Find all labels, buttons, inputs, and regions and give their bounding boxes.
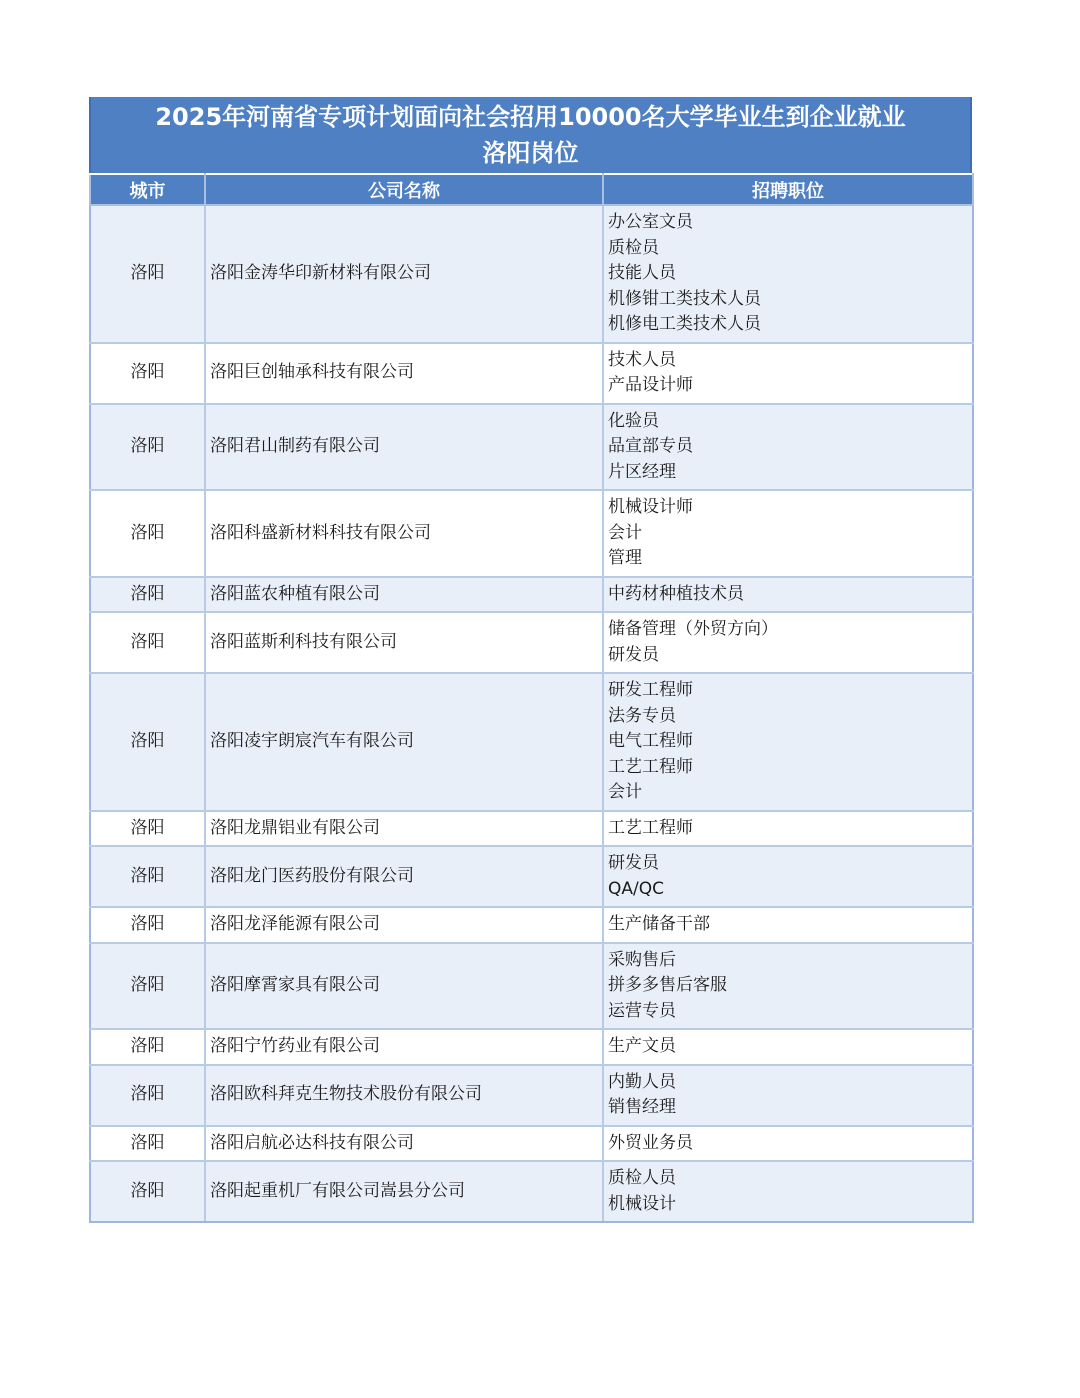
cell-city: 洛阳 bbox=[90, 205, 205, 343]
table-row bbox=[90, 490, 973, 577]
cell-city: 洛阳 bbox=[90, 1126, 205, 1162]
cell-company: 洛阳科盛新材料科技有限公司 bbox=[205, 490, 603, 577]
job-title: 研发员 bbox=[608, 853, 659, 873]
job-title: 研发员 bbox=[608, 644, 659, 665]
job-title: 管理 bbox=[608, 548, 642, 568]
cell-jobs bbox=[603, 811, 973, 847]
cell-jobs bbox=[603, 612, 973, 673]
table-row bbox=[90, 404, 973, 491]
cell-city: 洛阳 bbox=[90, 811, 205, 847]
table-row bbox=[90, 943, 973, 1030]
table-row bbox=[90, 343, 973, 404]
job-title: 工艺工程师 bbox=[608, 756, 693, 777]
cell-city: 洛阳 bbox=[90, 343, 205, 404]
cell-jobs bbox=[603, 943, 973, 1030]
header-city: 城市 bbox=[90, 174, 205, 205]
cell-company: 洛阳蓝农种植有限公司 bbox=[205, 577, 603, 613]
job-title: 生产储备干部 bbox=[608, 914, 710, 934]
cell-jobs bbox=[603, 1065, 973, 1126]
table-row bbox=[90, 205, 973, 343]
table-header-row bbox=[90, 174, 973, 205]
job-title: 内勤人员 bbox=[608, 1071, 676, 1092]
cell-company: 洛阳启航必达科技有限公司 bbox=[205, 1126, 603, 1162]
job-title: 产品设计师 bbox=[608, 375, 693, 395]
table-row bbox=[90, 907, 973, 943]
job-title: 拼多多售后客服 bbox=[608, 975, 727, 995]
sheet-title bbox=[89, 97, 972, 173]
cell-city: 洛阳 bbox=[90, 943, 205, 1030]
cell-city: 洛阳 bbox=[90, 846, 205, 907]
job-listing-sheet bbox=[89, 97, 972, 1223]
cell-company: 洛阳凌宇朗宸汽车有限公司 bbox=[205, 673, 603, 811]
job-title: QA/QC bbox=[608, 878, 664, 899]
table-row bbox=[90, 577, 973, 613]
cell-company: 洛阳金涛华印新材料有限公司 bbox=[205, 205, 603, 343]
job-title: 法务专员 bbox=[608, 705, 676, 726]
cell-jobs bbox=[603, 907, 973, 943]
job-title: 会计 bbox=[608, 522, 642, 543]
cell-jobs bbox=[603, 490, 973, 577]
cell-company: 洛阳君山制药有限公司 bbox=[205, 404, 603, 491]
job-title: 机械设计 bbox=[608, 1193, 676, 1214]
cell-city: 洛阳 bbox=[90, 1161, 205, 1222]
cell-city: 洛阳 bbox=[90, 907, 205, 943]
job-title: 化验员 bbox=[608, 410, 659, 431]
job-title: 储备管理（外贸方向） bbox=[608, 619, 778, 639]
table-row bbox=[90, 612, 973, 673]
cell-city: 洛阳 bbox=[90, 1029, 205, 1065]
table-row bbox=[90, 673, 973, 811]
cell-company: 洛阳蓝斯利科技有限公司 bbox=[205, 612, 603, 673]
cell-company: 洛阳摩霄家具有限公司 bbox=[205, 943, 603, 1030]
cell-city: 洛阳 bbox=[90, 612, 205, 673]
sheet-title-line2: 洛阳岗位 bbox=[482, 139, 579, 167]
job-title: 片区经理 bbox=[608, 461, 676, 482]
job-title: 技能人员 bbox=[608, 263, 676, 283]
cell-city: 洛阳 bbox=[90, 577, 205, 613]
cell-company: 洛阳巨创轴承科技有限公司 bbox=[205, 343, 603, 404]
job-title: 品宣部专员 bbox=[608, 436, 693, 456]
cell-jobs bbox=[603, 404, 973, 491]
job-title: 工艺工程师 bbox=[608, 817, 693, 838]
table-row bbox=[90, 811, 973, 847]
cell-city: 洛阳 bbox=[90, 404, 205, 491]
job-title: 质检员 bbox=[608, 237, 659, 258]
job-table bbox=[89, 173, 974, 1223]
cell-city: 洛阳 bbox=[90, 490, 205, 577]
cell-company: 洛阳起重机厂有限公司嵩县分公司 bbox=[205, 1161, 603, 1222]
sheet-title-line1: 2025年河南省专项计划面向社会招用10000名大学毕业生到企业就业 bbox=[155, 103, 906, 131]
job-title: 运营专员 bbox=[608, 1000, 676, 1021]
job-title: 机修钳工类技术人员 bbox=[608, 288, 761, 309]
job-title: 会计 bbox=[608, 782, 642, 802]
job-title: 研发工程师 bbox=[608, 680, 693, 700]
job-title: 办公室文员 bbox=[608, 212, 693, 232]
cell-jobs bbox=[603, 673, 973, 811]
header-jobs: 招聘职位 bbox=[603, 174, 973, 205]
cell-jobs bbox=[603, 577, 973, 613]
table-row bbox=[90, 1065, 973, 1126]
cell-jobs bbox=[603, 846, 973, 907]
job-title: 质检人员 bbox=[608, 1168, 676, 1188]
cell-company: 洛阳欧科拜克生物技术股份有限公司 bbox=[205, 1065, 603, 1126]
table-row bbox=[90, 1029, 973, 1065]
cell-company: 洛阳宁竹药业有限公司 bbox=[205, 1029, 603, 1065]
cell-city: 洛阳 bbox=[90, 673, 205, 811]
cell-jobs bbox=[603, 1161, 973, 1222]
job-title: 技术人员 bbox=[608, 349, 676, 370]
table-row bbox=[90, 1126, 973, 1162]
cell-company: 洛阳龙鼎铝业有限公司 bbox=[205, 811, 603, 847]
job-title: 机械设计师 bbox=[608, 497, 693, 517]
table-row bbox=[90, 1161, 973, 1222]
job-title: 采购售后 bbox=[608, 949, 676, 970]
job-title: 中药材种植技术员 bbox=[608, 583, 744, 604]
cell-company: 洛阳龙门医药股份有限公司 bbox=[205, 846, 603, 907]
job-title: 生产文员 bbox=[608, 1036, 676, 1056]
table-row bbox=[90, 846, 973, 907]
job-title: 电气工程师 bbox=[608, 731, 693, 751]
cell-jobs bbox=[603, 343, 973, 404]
job-title: 外贸业务员 bbox=[608, 1132, 693, 1153]
job-title: 销售经理 bbox=[608, 1097, 676, 1117]
cell-jobs bbox=[603, 205, 973, 343]
table-body bbox=[90, 205, 973, 1222]
cell-jobs bbox=[603, 1126, 973, 1162]
header-company: 公司名称 bbox=[205, 174, 603, 205]
job-title: 机修电工类技术人员 bbox=[608, 314, 761, 334]
cell-jobs bbox=[603, 1029, 973, 1065]
cell-city: 洛阳 bbox=[90, 1065, 205, 1126]
cell-company: 洛阳龙泽能源有限公司 bbox=[205, 907, 603, 943]
